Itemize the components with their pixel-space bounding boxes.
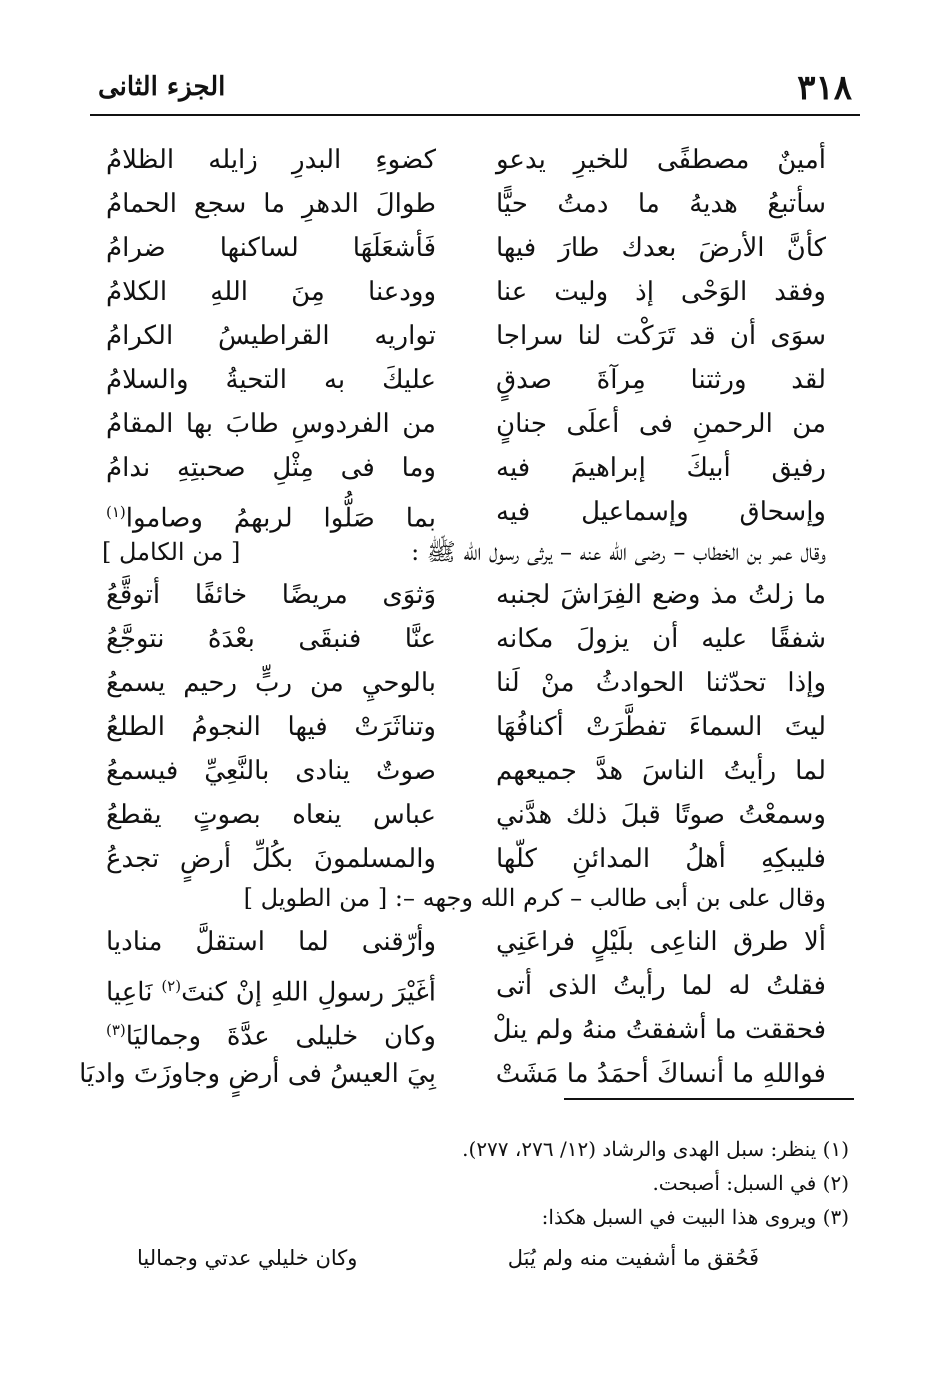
- hemistich-second: والمسلمونَ بكُلِّ أرضٍ تجدعُ: [106, 844, 436, 874]
- hemistich-first: رفيق أبيكَ إبراهيمَ فيه: [496, 453, 826, 483]
- hemistich-first: وإسحاق وإسماعيل فيه: [496, 497, 826, 527]
- verse: [106, 964, 826, 1008]
- intro-text: وقال عمر بن الخطاب – رضى الله عنه – يرثى رسول الله ﷺ :: [411, 538, 826, 566]
- verse: [106, 182, 826, 226]
- verse: [106, 573, 826, 617]
- poem-1: [106, 138, 826, 534]
- hemistich-second: بِيَ العيسُ فى أرضٍ وجاوزَتَ واديَا: [79, 1059, 436, 1089]
- hemistich-first: وسمعْتُ صوتًا قبلَ ذلك هدَّني: [496, 800, 826, 830]
- hemistich-first: ألا طرق الناعِى بلَيْلٍ فراعَنِي: [496, 927, 826, 957]
- hemistich-second: فَأشعَلَهَا لساكنها ضرامُ: [106, 233, 436, 263]
- footnote: (٢) في السبل: أصبحت.: [652, 1171, 849, 1195]
- hemistich-first: وإذا تحدّثنا الحوادثُ منْ لَنا: [496, 668, 826, 698]
- verse: [106, 837, 826, 881]
- hemistich-second: وكان خليلي عدتي وجماليا: [137, 1246, 358, 1270]
- footnote-verse: [109, 1238, 849, 1278]
- poem-intro: [106, 876, 826, 920]
- hemistich-first: ما زلتُ مذ وضع الفِرَاشَ لجنبه: [496, 580, 826, 610]
- hemistich-second: صوتٌ ينادى بالنَّعِيِّ فيسمعُ: [106, 756, 436, 786]
- hemistich-second: عليكَ به التحيةُ والسلامُ: [106, 365, 436, 395]
- hemistich-second: من الفردوسِ طابَ بها المقامُ: [106, 409, 436, 439]
- verse: [106, 705, 826, 749]
- footnote: (٣) ويروى هذا البيت في السبل هكذا:: [541, 1205, 849, 1229]
- footnote-marker: (٢): [161, 977, 182, 995]
- verse-text: نَاعِيا: [106, 977, 162, 1008]
- footnote-divider: [564, 1098, 854, 1100]
- meter-label: [ من الكامل ]: [102, 538, 241, 566]
- poem-2: [106, 573, 826, 881]
- hemistich-first: فواللهِ ما أنساكَ أحمَدُ ما مَشَتْ: [495, 1059, 826, 1089]
- verse: [106, 138, 826, 182]
- hemistich-second: وَثوَى مريضًا خائفًا أتوقَّعُ: [106, 580, 436, 610]
- hemistich-first: كأنَّ الأرضَ بعدك طارَ فيها: [496, 233, 826, 263]
- verse-text: وكان خليلى عدَّةَ وجماليَا: [125, 1021, 436, 1052]
- hemistich-first: فليبكِهِ أهلُ المدائنِ كلّها: [496, 844, 826, 874]
- verse: [106, 402, 826, 446]
- footnotes: [109, 1132, 849, 1278]
- verse: [106, 446, 826, 490]
- hemistich-second: كضوءِ البدرِ زايله الظلامُ: [106, 145, 436, 175]
- verse-text: أغَيْرَ رسولِ اللهِ إنْ كنتَ: [181, 977, 436, 1008]
- hemistich-second: طوالَ الدهرِ ما سجع الحمامُ: [106, 189, 436, 219]
- verse: [106, 490, 826, 534]
- hemistich-second: وأرّقنى لما استقلَّ مناديا: [106, 927, 436, 957]
- hemistich-second: وما فى مِثْلِ صحبتِهِ ندامُ: [106, 453, 436, 483]
- verse: [106, 793, 826, 837]
- verse: [106, 1008, 826, 1052]
- hemistich-first: وفقد الوَحْى إذ وليت عنا: [496, 277, 826, 307]
- intro-text: وقال على بن أبى طالب – كرم الله وجهه –: [ من الطويل ]: [243, 884, 826, 912]
- hemistich-first: سأتبعُ هديهُ ما دمتُ حيًّا: [496, 189, 826, 219]
- footnote-marker: (٣): [106, 1021, 126, 1039]
- verse: [79, 1052, 826, 1096]
- hemistich-first: ليتَ السماءَ تفطَّرَتْ أكنافُهَا: [496, 712, 826, 742]
- poem-3: [79, 920, 826, 1096]
- hemistich-first: من الرحمنِ فى أعلَى جنانٍ: [496, 409, 826, 439]
- hemistich-second: وتناثَرَتْ فيها النجومُ الطلعُ: [106, 712, 436, 742]
- verse: [106, 358, 826, 402]
- hemistich-second: عباس ينعاه بصوتٍ يقطعُ: [106, 800, 436, 830]
- hemistich-first: فحققت ما أشفقتُ منهُ ولم ينلْ: [492, 1015, 826, 1045]
- verse: [106, 749, 826, 793]
- footnote: (١) ينظر: سبل الهدى والرشاد (١٢/ ٢٧٦، ٢٧٧).: [462, 1137, 849, 1161]
- hemistich-first: لما رأيتُ الناسَ هدَّ جميعهم: [496, 756, 826, 786]
- verse: [106, 617, 826, 661]
- hemistich-second: عنَّا فنبقَى بعْدَهُ نتوجَّعُ: [106, 624, 436, 654]
- verse: [106, 270, 826, 314]
- verse: [106, 661, 826, 705]
- footnote-marker: (١): [106, 503, 126, 521]
- verse: [106, 920, 826, 964]
- hemistich-first: فَحُقق ما أشفيت منه ولم يُبَل: [507, 1246, 759, 1270]
- hemistich-first: فقلتُ له لما رأيتُ الذى أتى: [496, 971, 826, 1001]
- page-number: ٣١٨: [797, 68, 852, 108]
- hemistich-first: لقد ورثتنا مِرآةَ صدقٍ: [496, 365, 826, 395]
- hemistich-second: بالوحيِ من ربٍّ رحيم يسمعُ: [106, 668, 436, 698]
- verse: [106, 226, 826, 270]
- hemistich-first: أمينٌ مصطفًى للخيرِ يدعو: [496, 145, 826, 175]
- hemistich-first: سوَى أن قد تَرَكْت لنا سراجا: [496, 321, 826, 351]
- poem-intro: [102, 530, 826, 574]
- page-header: [90, 62, 860, 116]
- verse-text: بما صَلُّوا لربهمُ وصاموا: [125, 503, 436, 534]
- verse: [106, 314, 826, 358]
- running-title: الجزء الثانى: [98, 72, 226, 102]
- hemistich-first: شفقًا عليه أن يزولَ مكانه: [496, 624, 826, 654]
- hemistich-second: وودعنا مِنَ اللهِ الكلامُ: [106, 277, 436, 307]
- hemistich-second: تواريه القراطيسُ الكرامُ: [106, 321, 436, 351]
